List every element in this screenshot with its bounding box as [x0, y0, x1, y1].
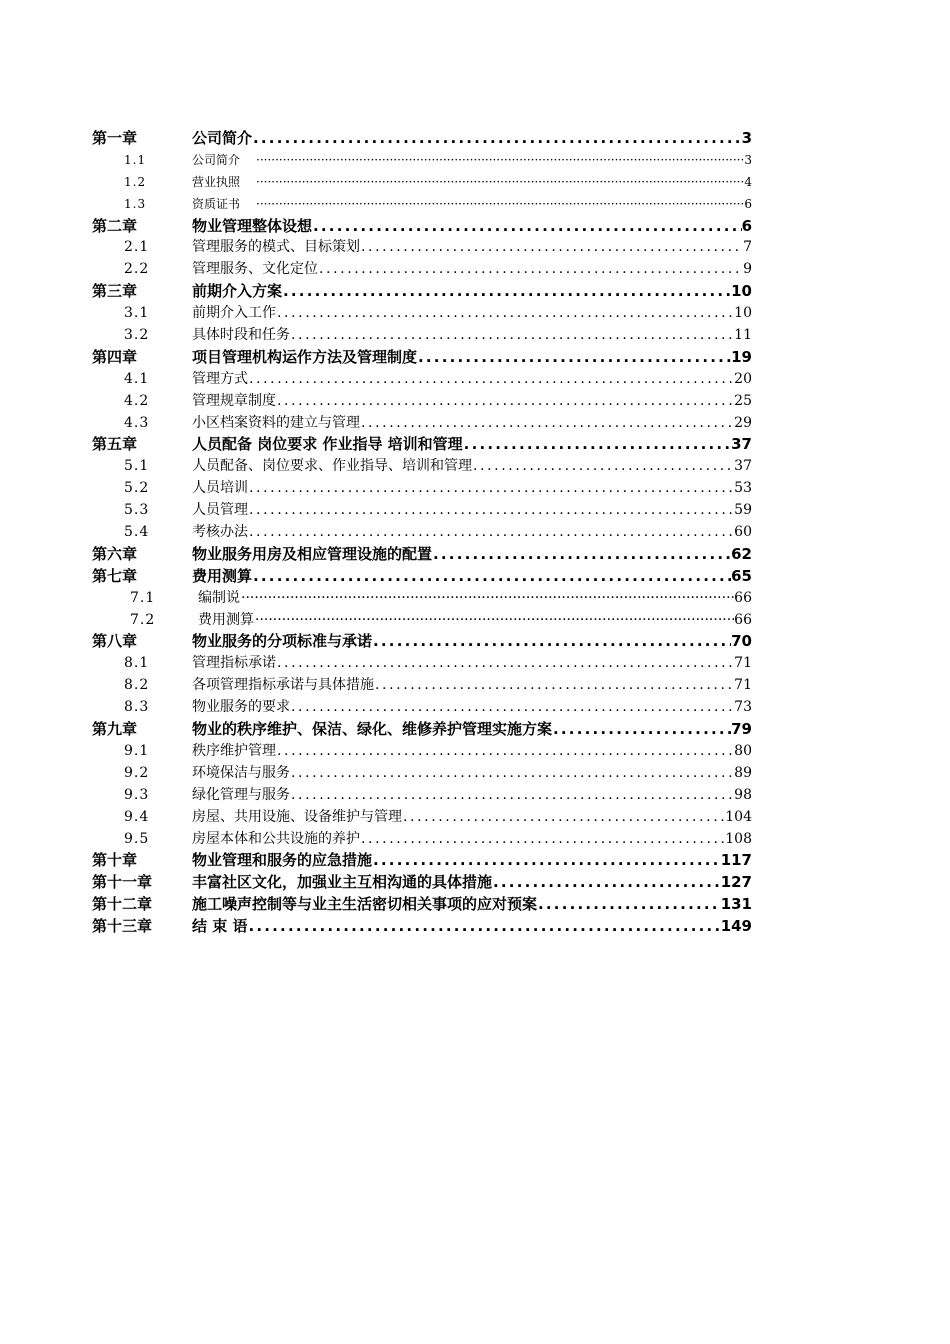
toc-page-number: 79 [731, 720, 752, 739]
toc-chapter-row[interactable] [92, 566, 752, 588]
toc-dot-leader [290, 325, 734, 347]
toc-entry-title: 物业管理整体设想 [192, 216, 313, 235]
toc-dot-leader [417, 347, 731, 369]
toc-page-number: 37 [734, 458, 752, 475]
toc-chapter-row[interactable] [92, 631, 752, 653]
toc-entry-number: 2.2 [124, 261, 150, 278]
toc-entry-title: 各项管理指标承诺与具体措施 [192, 677, 374, 694]
toc-entry-number: 第十章 [92, 851, 138, 870]
toc-dot-leader [537, 894, 721, 916]
toc-dot-leader [248, 500, 734, 522]
toc-entry-title: 项目管理机构运作方法及管理制度 [192, 347, 418, 366]
toc-dot-leader [492, 872, 721, 894]
toc-entry-number: 7.2 [130, 611, 156, 628]
toc-dot-leader [276, 391, 734, 413]
toc-entry-number: 第七章 [92, 566, 138, 585]
toc-page-number: 6 [741, 216, 752, 235]
toc-entry-number: 第三章 [92, 282, 138, 301]
toc-chapter-row[interactable] [92, 128, 752, 150]
toc-entry-number: 第九章 [92, 720, 138, 739]
toc-section-row[interactable] [92, 391, 752, 413]
toc-dot-leader [248, 369, 734, 391]
toc-entry-title: 物业管理和服务的应急措施 [192, 851, 373, 870]
toc-dot-leader [290, 763, 734, 785]
toc-dot-leader [372, 850, 721, 872]
toc-entry-number: 第十三章 [92, 917, 153, 936]
toc-page-number: 73 [734, 699, 752, 716]
toc-entry-number: 1.3 [124, 196, 147, 211]
toc-dot-leader [276, 303, 734, 325]
toc-section-row[interactable] [92, 741, 752, 763]
toc-entry-title: 前期介入工作 [192, 305, 276, 322]
table-of-contents [92, 128, 752, 938]
toc-entry-title: 公司简介 [192, 129, 253, 147]
toc-entry-number: 第六章 [92, 544, 138, 563]
toc-section-row[interactable] [92, 807, 752, 829]
toc-page-number: 71 [734, 655, 752, 672]
toc-entry-title: 物业的秩序维护、保洁、绿化、维修养护管理实施方案 [192, 720, 553, 739]
toc-entry-title: 物业服务的分项标准与承诺 [192, 632, 373, 651]
toc-entry-number: 4.1 [124, 370, 150, 387]
toc-entry-number: 8.2 [124, 677, 150, 694]
toc-dot-leader [254, 610, 734, 632]
toc-entry-title: 具体时段和任务 [192, 327, 290, 344]
toc-page-number: 65 [731, 566, 752, 585]
toc-entry-title: 绿化管理与服务 [192, 786, 290, 803]
toc-entry-title: 秩序维护管理 [192, 742, 276, 759]
toc-entry-title: 丰富社区文化，加强业主互相沟通的具体措施 [192, 873, 493, 892]
toc-dot-leader [247, 916, 720, 938]
toc-page-number: 108 [725, 830, 752, 847]
toc-entry-number: 9.4 [124, 808, 150, 825]
toc-entry-title: 人员培训 [192, 480, 248, 497]
toc-page-number: 25 [734, 392, 752, 409]
toc-dot-leader [463, 434, 731, 456]
toc-section-row[interactable] [92, 653, 752, 675]
toc-entry-number: 7.1 [130, 589, 156, 606]
toc-page-number: 6 [744, 196, 752, 211]
toc-entry-number: 9.2 [124, 764, 150, 781]
toc-entry-title: 考核办法 [192, 524, 248, 541]
toc-page-number: 62 [731, 544, 752, 563]
toc-entry-title: 资质证书 [192, 196, 241, 211]
toc-page-number: 71 [734, 677, 752, 694]
toc-chapter-row[interactable] [92, 434, 752, 456]
toc-section-row[interactable] [92, 303, 752, 325]
toc-entry-number: 第八章 [92, 632, 138, 651]
toc-entry-title: 管理方式 [192, 370, 248, 387]
toc-entry-title: 物业服务用房及相应管理设施的配置 [192, 544, 433, 563]
toc-entry-title: 管理服务、文化定位 [192, 261, 318, 278]
toc-section-row[interactable] [92, 172, 752, 194]
toc-dot-leader [360, 237, 743, 259]
toc-dot-leader [276, 741, 734, 763]
toc-page-number: 20 [734, 370, 752, 387]
toc-page-number: 4 [744, 174, 752, 189]
toc-page-number: 70 [731, 632, 752, 651]
toc-dot-leader [360, 829, 725, 851]
toc-entry-title: 房屋本体和公共设施的养护 [192, 830, 360, 847]
toc-page-number: 131 [720, 895, 752, 914]
toc-page-number: 29 [734, 414, 752, 431]
toc-dot-leader [360, 413, 734, 435]
toc-page-number: 98 [734, 786, 752, 803]
toc-section-row[interactable] [92, 829, 752, 851]
toc-dot-leader [290, 697, 734, 719]
toc-chapter-row[interactable] [92, 719, 752, 741]
toc-page-number: 37 [731, 435, 752, 454]
toc-page-number: 10 [731, 282, 752, 301]
toc-entry-number: 5.2 [124, 480, 150, 497]
toc-section-row[interactable] [92, 588, 752, 610]
toc-page-number: 10 [734, 305, 752, 322]
toc-page-number: 89 [734, 764, 752, 781]
toc-dot-leader [372, 631, 731, 653]
toc-entry-title: 房屋、共用设施、设备维护与管理 [192, 808, 402, 825]
toc-page-number: 80 [734, 742, 752, 759]
toc-section-row[interactable] [92, 456, 752, 478]
toc-dot-leader [402, 807, 725, 829]
toc-dot-leader [472, 456, 734, 478]
toc-entry-number: 第一章 [92, 129, 138, 147]
toc-page-number: 60 [734, 524, 752, 541]
toc-dot-leader [240, 150, 744, 172]
toc-chapter-row[interactable] [92, 872, 752, 894]
toc-entry-title: 费用测算 [192, 566, 253, 585]
toc-entry-number: 2.1 [124, 239, 150, 256]
toc-entry-number: 第十二章 [92, 895, 153, 914]
toc-entry-number: 第二章 [92, 216, 138, 235]
toc-entry-title: 施工噪声控制等与业主生活密切相关事项的应对预案 [192, 895, 538, 914]
toc-page-number: 59 [734, 502, 752, 519]
toc-page-number: 11 [734, 327, 752, 344]
toc-chapter-row[interactable] [92, 544, 752, 566]
toc-entry-number: 8.3 [124, 699, 150, 716]
toc-dot-leader [248, 522, 734, 544]
toc-section-row[interactable] [92, 763, 752, 785]
toc-entry-number: 5.1 [124, 458, 150, 475]
toc-section-row[interactable] [92, 500, 752, 522]
toc-dot-leader [276, 653, 734, 675]
toc-section-row[interactable] [92, 413, 752, 435]
toc-dot-leader [252, 128, 742, 150]
toc-page-number: 149 [720, 917, 752, 936]
toc-dot-leader [240, 172, 744, 194]
toc-chapter-row[interactable] [92, 850, 752, 872]
toc-dot-leader [290, 785, 734, 807]
toc-entry-title: 营业执照 [192, 174, 241, 189]
toc-entry-number: 5.4 [124, 524, 150, 541]
toc-chapter-row[interactable] [92, 281, 752, 303]
toc-chapter-row[interactable] [92, 894, 752, 916]
toc-entry-title: 前期介入方案 [192, 282, 283, 301]
toc-entry-number: 3.2 [124, 327, 150, 344]
toc-chapter-row[interactable] [92, 347, 752, 369]
toc-entry-number: 3.1 [124, 305, 150, 322]
toc-entry-title: 环境保洁与服务 [192, 764, 290, 781]
toc-entry-number: 8.1 [124, 655, 150, 672]
toc-entry-title: 人员配备、岗位要求、作业指导、培训和管理 [192, 458, 472, 475]
toc-dot-leader [252, 566, 731, 588]
toc-entry-number: 1.1 [124, 152, 147, 167]
toc-section-row[interactable] [92, 194, 752, 216]
toc-page-number: 104 [725, 808, 752, 825]
toc-entry-title: 费用测算 [198, 611, 254, 628]
toc-entry-number: 9.1 [124, 742, 150, 759]
toc-entry-number: 9.3 [124, 786, 150, 803]
toc-section-row[interactable] [92, 259, 752, 281]
toc-section-row[interactable] [92, 697, 752, 719]
toc-section-row[interactable] [92, 478, 752, 500]
toc-entry-number: 4.3 [124, 414, 150, 431]
toc-dot-leader [282, 281, 731, 303]
toc-entry-title: 人员配备 岗位要求 作业指导 培训和管理 [192, 435, 463, 454]
toc-page-number: 9 [743, 261, 752, 278]
toc-entry-number: 第五章 [92, 435, 138, 454]
toc-section-row[interactable] [92, 150, 752, 172]
toc-dot-leader [240, 194, 744, 216]
toc-dot-leader [432, 544, 731, 566]
toc-section-row[interactable] [92, 675, 752, 697]
toc-entry-title: 编制说 [198, 589, 240, 606]
toc-entry-title: 小区档案资料的建立与管理 [192, 414, 360, 431]
toc-entry-number: 第四章 [92, 347, 138, 366]
toc-entry-title: 物业服务的要求 [192, 699, 290, 716]
toc-section-row[interactable] [92, 325, 752, 347]
toc-page-number: 3 [744, 152, 752, 167]
toc-dot-leader [312, 216, 742, 238]
toc-section-row[interactable] [92, 785, 752, 807]
toc-entry-number: 5.3 [124, 502, 150, 519]
toc-section-row[interactable] [92, 610, 752, 632]
toc-dot-leader [552, 719, 731, 741]
toc-dot-leader [248, 478, 734, 500]
toc-section-row[interactable] [92, 522, 752, 544]
toc-chapter-row[interactable] [92, 916, 752, 938]
toc-entry-number: 1.2 [124, 174, 147, 189]
toc-section-row[interactable] [92, 369, 752, 391]
toc-page-number: 127 [720, 873, 752, 892]
toc-page-number: 66 [734, 611, 752, 628]
toc-entry-title: 结 束 语 [192, 917, 248, 936]
toc-entry-number: 4.2 [124, 392, 150, 409]
toc-entry-number: 9.5 [124, 830, 150, 847]
toc-dot-leader [374, 675, 734, 697]
toc-entry-number: 第十一章 [92, 873, 153, 892]
toc-page-number: 19 [731, 347, 752, 366]
toc-entry-title: 管理规章制度 [192, 392, 276, 409]
toc-entry-title: 管理服务的模式、目标策划 [192, 239, 360, 256]
toc-entry-title: 人员管理 [192, 502, 248, 519]
toc-page-number: 53 [734, 480, 752, 497]
toc-entry-title: 管理指标承诺 [192, 655, 276, 672]
toc-section-row[interactable] [92, 237, 752, 259]
toc-dot-leader [318, 259, 743, 281]
toc-page-number: 3 [741, 129, 752, 147]
toc-page-number: 7 [743, 239, 752, 256]
toc-page-number: 66 [734, 589, 752, 606]
toc-dot-leader [240, 588, 734, 610]
toc-page-number: 117 [720, 851, 752, 870]
toc-entry-title: 公司简介 [192, 152, 241, 167]
toc-chapter-row[interactable] [92, 216, 752, 238]
